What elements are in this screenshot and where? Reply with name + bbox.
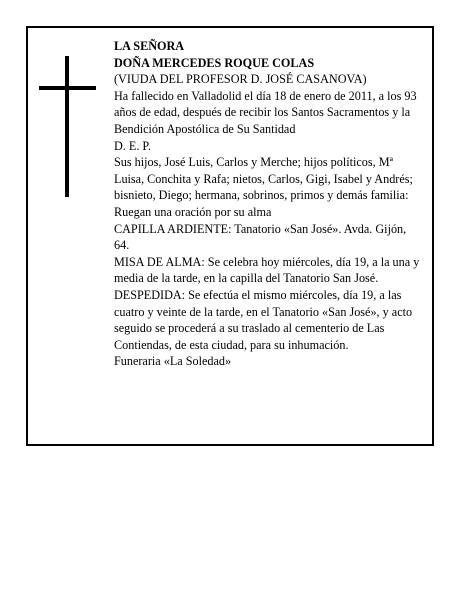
obituary-text [114,38,424,370]
chapel-info: CAPILLA ARDIENTE: Tanatorio «San José». Avda. Gijón, 64. [114,221,407,253]
widow-line: (VIUDA DEL PROFESOR D. JOSÉ CASANOVA) [114,72,367,87]
cross-icon [65,56,69,197]
death-announcement: Ha fallecido en Valladolid el día 18 de enero de 2011, a los 93 años de edad, después de recibir los Santos Sacramentos y la Bendición Apostólica de Su Santidad [114,88,417,136]
cross-icon-crossbar [39,86,96,90]
notice-heading: LA SEÑORA [114,39,185,53]
farewell-info: DESPEDIDA: Se efectúa el mismo miércoles, día 19, a las cuatro y veinte de la tarde, en el Tanatorio «San José», y acto seguido se procederá a su traslado al cementerio de Las Contiendas, de esta ciudad, para su inhumación. [114,287,413,352]
rip-line: D. E. P. [114,138,151,153]
deceased-name: DOÑA MERCEDES ROQUE COLAS [114,55,315,70]
funeral-home: Funeraria «La Soledad» [114,354,232,369]
family-list: Sus hijos, José Luis, Carlos y Merche; hijos políticos, Mª Luisa, Conchita y Rafa; nietos, Carlos, Gigi, Isabel y Andrés; bisnieto, Diego; hermana, sobrinos, primos y demás familia: [114,155,413,203]
prayer-request: Ruegan una oración por su alma [114,204,272,219]
mass-info: MISA DE ALMA: Se celebra hoy miércoles, día 19, a la una y media de la tarde, en la capilla del Tanatorio San José. [114,254,420,286]
